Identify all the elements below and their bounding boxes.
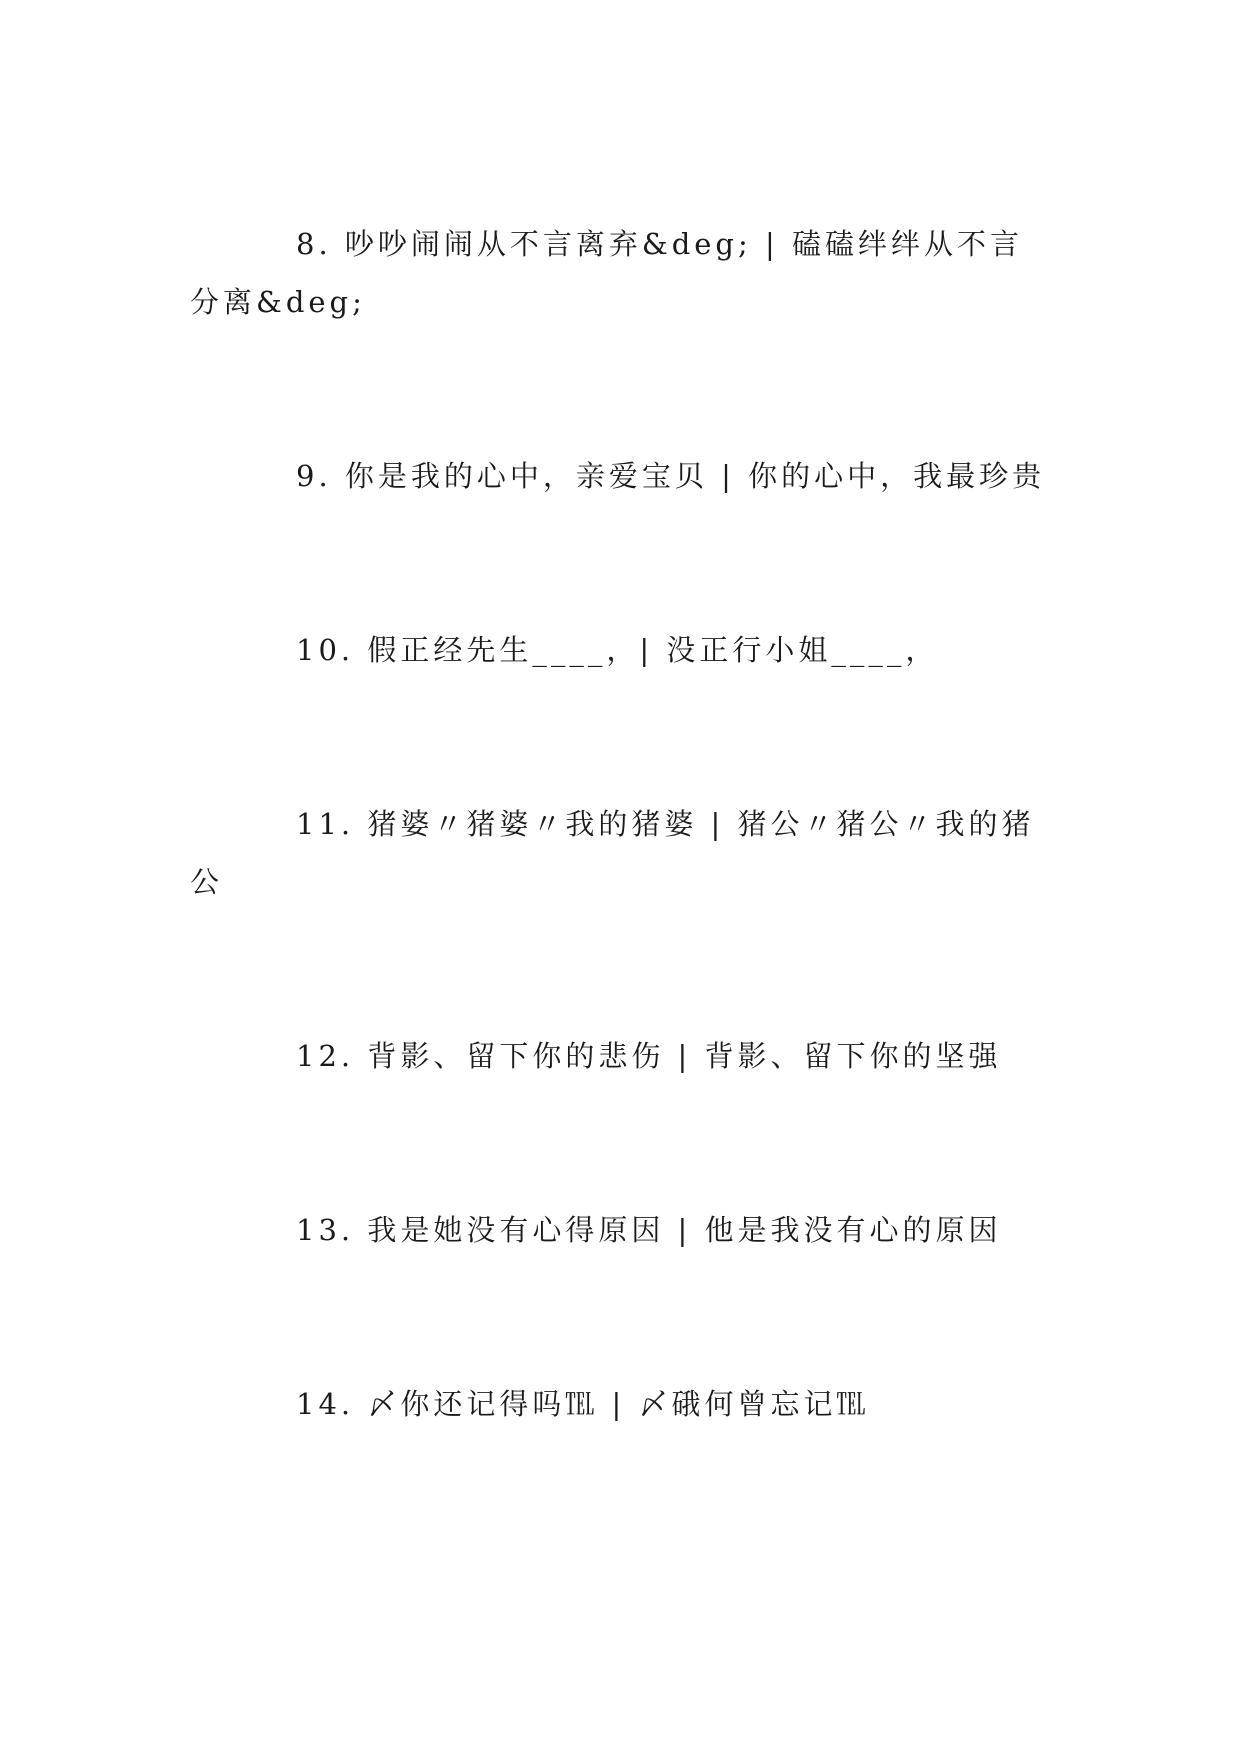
list-item-8: 8. 吵吵闹闹从不言离弃&deg; | 磕磕绊绊从不言分离&deg; (190, 227, 1023, 319)
list-item-14: 14. 〆你还记得吗℡ | 〆硪何曾忘记℡ (296, 1387, 870, 1421)
list-item-9: 9. 你是我的心中，亲爱宝贝 | 你的心中，我最珍贵 (296, 459, 1046, 493)
list-item-11: 11. 猪婆〃猪婆〃我的猪婆 | 猪公〃猪公〃我的猪公 (190, 807, 1035, 899)
list-item-12: 12. 背影、留下你的悲伤 | 背影、留下你的坚强 (296, 1039, 1002, 1073)
list-item-10: 10. 假正经先生____，| 没正行小姐____， (296, 633, 939, 667)
list-item-13: 13. 我是她没有心得原因 | 他是我没有心的原因 (296, 1213, 1002, 1247)
